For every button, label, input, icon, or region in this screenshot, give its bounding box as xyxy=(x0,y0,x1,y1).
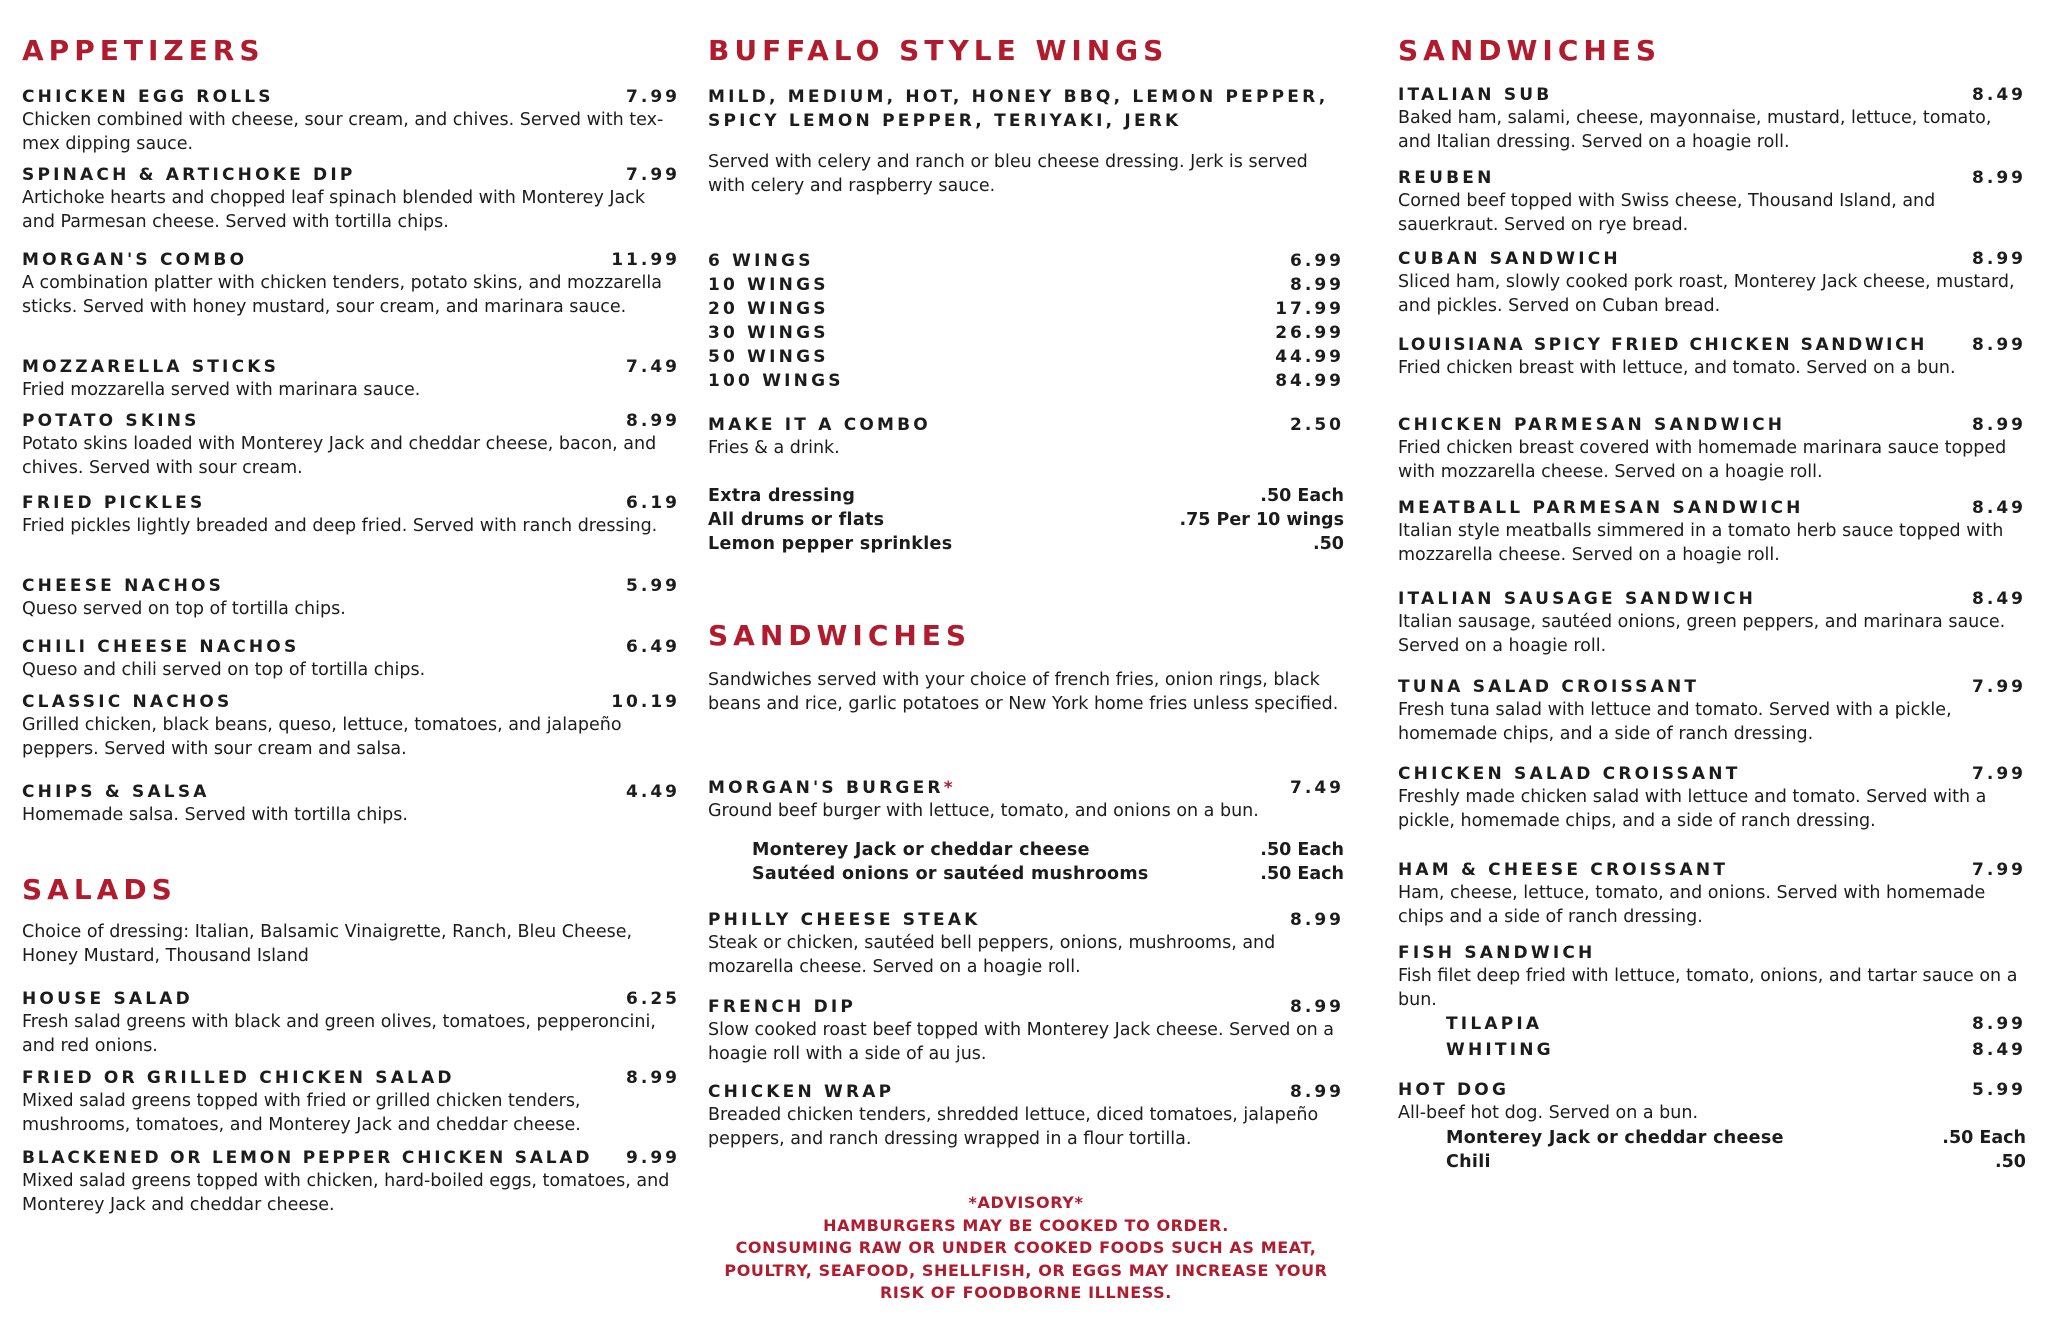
addon-name: Monterey Jack or cheddar cheese xyxy=(1446,1128,1784,1148)
addon-name: Monterey Jack or cheddar cheese xyxy=(752,840,1090,860)
item-name: REUBEN xyxy=(1398,168,1495,188)
menu-item xyxy=(22,491,680,539)
item-description: Mixed salad greens topped with chicken, hard-boiled eggs, tomatoes, and Monterey Jack and cheddar cheese. xyxy=(22,1171,670,1215)
item-name: CUBAN SANDWICH xyxy=(1398,249,1621,269)
item-description: A combination platter with chicken tenders, potato skins, and mozzarella sticks. Served with honey mustard, sour cream, and marinara sauce. xyxy=(22,273,662,317)
section-title-wings: BUFFALO STYLE WINGS xyxy=(708,34,1169,67)
item-name: CHILI CHEESE NACHOS xyxy=(22,637,300,657)
menu-item xyxy=(22,163,680,234)
extra-name: All drums or flats xyxy=(708,510,885,530)
item-price: 7.99 xyxy=(1972,764,2026,784)
item-description: Corned beef topped with Swiss cheese, Thousand Island, and sauerkraut. Served on rye bread. xyxy=(1398,191,1936,235)
item-name: 10 WINGS xyxy=(708,275,829,295)
item-name: HOT DOG xyxy=(1398,1080,1510,1100)
menu-item xyxy=(1398,496,2026,567)
item-name: FRIED OR GRILLED CHICKEN SALAD xyxy=(22,1068,455,1088)
extra-name: Lemon pepper sprinkles xyxy=(708,534,953,554)
wing-count-row xyxy=(708,321,1344,345)
menu-item-combo xyxy=(708,413,1344,461)
item-price: 7.99 xyxy=(626,87,680,107)
item-name: MEATBALL PARMESAN SANDWICH xyxy=(1398,498,1804,518)
item-name xyxy=(708,776,953,800)
menu-item-fish xyxy=(1398,941,2026,1012)
item-name: CHICKEN SALAD CROISSANT xyxy=(1398,764,1741,784)
item-price: 8.99 xyxy=(1972,168,2026,188)
addon-row xyxy=(1446,1150,2026,1174)
advisory-heading: *ADVISORY* xyxy=(968,1193,1084,1212)
addon-name: Sautéed onions or sautéed mushrooms xyxy=(752,864,1149,884)
menu-item xyxy=(22,248,680,319)
item-description: Chicken combined with cheese, sour cream, and chives. Served with tex-mex dipping sauce. xyxy=(22,110,664,154)
fish-option-row xyxy=(1446,1038,2026,1062)
item-name: CHICKEN PARMESAN SANDWICH xyxy=(1398,415,1786,435)
item-description: Italian style meatballs simmered in a tomato herb sauce topped with mozzarella cheese. Served on a hoagie roll. xyxy=(1398,521,2004,565)
menu-item xyxy=(22,635,680,683)
item-price: 8.99 xyxy=(1972,249,2026,269)
sandwiches-sides-note: Sandwiches served with your choice of french fries, onion rings, black beans and rice, garlic potatoes or New York home fries unless specified. xyxy=(708,670,1339,714)
menu-item xyxy=(1398,166,2026,237)
item-name: 50 WINGS xyxy=(708,347,829,367)
wing-count-row xyxy=(708,249,1344,273)
addon-price: .50 Each xyxy=(1260,864,1344,884)
option-name: TILAPIA xyxy=(1446,1014,1543,1034)
item-price: 9.99 xyxy=(626,1148,680,1168)
advisory-line: HAMBURGERS MAY BE COOKED TO ORDER. xyxy=(823,1215,1229,1235)
burger-addons xyxy=(752,838,1344,886)
extra-price: .75 Per 10 wings xyxy=(1179,510,1344,530)
wing-count-row xyxy=(708,369,1344,393)
item-price: 5.99 xyxy=(626,576,680,596)
item-description: Breaded chicken tenders, shredded lettuce, diced tomatoes, jalapeño peppers, and ranch dressing wrapped in a flour tortilla. xyxy=(708,1105,1319,1149)
section-title-sandwiches: SANDWICHES xyxy=(708,619,972,652)
item-name: CLASSIC NACHOS xyxy=(22,692,233,712)
menu-item xyxy=(22,409,680,480)
item-price: 8.99 xyxy=(1290,275,1344,295)
item-price: 8.99 xyxy=(1290,910,1344,930)
menu-item xyxy=(1398,247,2026,318)
item-price: 17.99 xyxy=(1275,299,1344,319)
addon-price: .50 Each xyxy=(1260,840,1344,860)
item-price: 8.99 xyxy=(1290,997,1344,1017)
item-description: Ham, cheese, lettuce, tomato, and onions. Served with homemade chips and a side of ranch dressing. xyxy=(1398,883,1986,927)
extra-name: Extra dressing xyxy=(708,486,856,506)
section-title-sandwiches-right: SANDWICHES xyxy=(1398,34,1662,67)
hotdog-addons xyxy=(1446,1126,2026,1174)
item-name: 6 WINGS xyxy=(708,251,814,271)
item-price: 6.25 xyxy=(626,989,680,1009)
item-description: All-beef hot dog. Served on a bun. xyxy=(1398,1103,1699,1123)
item-description: Sliced ham, slowly cooked pork roast, Monterey Jack cheese, mustard, and pickles. Served on Cuban bread. xyxy=(1398,272,2015,316)
item-price: 8.99 xyxy=(1972,335,2026,355)
menu-item xyxy=(22,690,680,761)
item-description: Fried pickles lightly breaded and deep fried. Served with ranch dressing. xyxy=(22,516,658,536)
item-name: MAKE IT A COMBO xyxy=(708,415,931,435)
item-price: 8.99 xyxy=(1972,415,2026,435)
addon-price: .50 xyxy=(1994,1152,2026,1172)
item-description: Fried mozzarella served with marinara sauce. xyxy=(22,380,421,400)
salads-dressing-note: Choice of dressing: Italian, Balsamic Vinaigrette, Ranch, Bleu Cheese, Honey Mustard, Thousand Island xyxy=(22,922,633,966)
item-price: 6.99 xyxy=(1290,251,1344,271)
item-name: MOZZARELLA STICKS xyxy=(22,357,280,377)
item-price: 4.49 xyxy=(626,782,680,802)
menu-item xyxy=(22,85,680,156)
menu-item xyxy=(22,987,680,1058)
menu-item xyxy=(1398,333,2026,381)
item-price: 6.19 xyxy=(626,493,680,513)
item-name: FRENCH DIP xyxy=(708,997,857,1017)
wing-extras xyxy=(708,484,1344,556)
menu-item xyxy=(22,574,680,622)
item-description: Homemade salsa. Served with tortilla chips. xyxy=(22,805,408,825)
item-price: 8.99 xyxy=(626,1068,680,1088)
menu-item xyxy=(1398,762,2026,833)
item-price: 7.99 xyxy=(1972,860,2026,880)
item-name: BLACKENED OR LEMON PEPPER CHICKEN SALAD xyxy=(22,1148,593,1168)
item-description: Mixed salad greens topped with fried or grilled chicken tenders, mushrooms, tomatoes, and Monterey Jack and cheddar cheese. xyxy=(22,1091,581,1135)
item-description: Steak or chicken, sautéed bell peppers, onions, mushrooms, and mozarella cheese. Served on a hoagie roll. xyxy=(708,933,1276,977)
addon-row xyxy=(752,838,1344,862)
item-name: 20 WINGS xyxy=(708,299,829,319)
fish-options xyxy=(1446,1012,2026,1062)
wing-count-row xyxy=(708,345,1344,369)
wing-count-row xyxy=(708,297,1344,321)
item-description: Queso and chili served on top of tortilla chips. xyxy=(22,660,426,680)
wing-flavors: MILD, MEDIUM, HOT, HONEY BBQ, LEMON PEPPER, SPICY LEMON PEPPER, TERIYAKI, JERK xyxy=(708,87,1329,131)
extra-row xyxy=(708,508,1344,532)
menu-item xyxy=(1398,675,2026,746)
item-name: SPINACH & ARTICHOKE DIP xyxy=(22,165,356,185)
menu-item-burger xyxy=(708,776,1344,824)
addon-row xyxy=(1446,1126,2026,1150)
menu-item xyxy=(1398,83,2026,154)
item-description: Fresh salad greens with black and green olives, tomatoes, pepperoncini, and red onions. xyxy=(22,1012,656,1056)
item-price: 7.49 xyxy=(1290,778,1344,798)
extra-price: .50 xyxy=(1312,534,1344,554)
item-price: 11.99 xyxy=(611,250,680,270)
item-price: 84.99 xyxy=(1275,371,1344,391)
addon-row xyxy=(752,862,1344,886)
item-description: Ground beef burger with lettuce, tomato, and onions on a bun. xyxy=(708,801,1259,821)
addon-price: .50 Each xyxy=(1942,1128,2026,1148)
wing-count-list xyxy=(708,249,1344,393)
menu-item xyxy=(1398,413,2026,484)
item-name: POTATO SKINS xyxy=(22,411,200,431)
item-description: Fried chicken breast with lettuce, and tomato. Served on a bun. xyxy=(1398,358,1956,378)
item-name: FISH SANDWICH xyxy=(1398,943,1596,963)
addon-name: Chili xyxy=(1446,1152,1491,1172)
item-name: ITALIAN SAUSAGE SANDWICH xyxy=(1398,589,1757,609)
item-name: MORGAN'S COMBO xyxy=(22,250,248,270)
item-price: 6.49 xyxy=(626,637,680,657)
menu-item xyxy=(1398,858,2026,929)
item-description: Fried chicken breast covered with homemade marinara sauce topped with mozzarella cheese. Served on a hoagie roll. xyxy=(1398,438,2007,482)
item-name: CHEESE NACHOS xyxy=(22,576,225,596)
item-name: CHIPS & SALSA xyxy=(22,782,210,802)
item-description: Fries & a drink. xyxy=(708,438,840,458)
item-name: CHICKEN EGG ROLLS xyxy=(22,87,274,107)
menu-item xyxy=(22,780,680,828)
advisory-line: CONSUMING RAW OR UNDER COOKED FOODS SUCH AS MEAT, POULTRY, SEAFOOD, SHELLFISH, OR EGGS MAY INCREASE YOUR RISK OF FOODBORNE ILLNESS. xyxy=(724,1238,1328,1302)
item-price: 8.49 xyxy=(1972,498,2026,518)
menu-item xyxy=(708,995,1344,1066)
item-description: Fresh tuna salad with lettuce and tomato. Served with a pickle, homemade chips, and a side of ranch dressing. xyxy=(1398,700,1952,744)
option-price: 8.99 xyxy=(1972,1014,2026,1034)
item-description: Slow cooked roast beef topped with Monterey Jack cheese. Served on a hoagie roll with a side of au jus. xyxy=(708,1020,1335,1064)
item-name: LOUISIANA SPICY FRIED CHICKEN SANDWICH xyxy=(1398,335,1927,355)
option-price: 8.49 xyxy=(1972,1040,2026,1060)
wing-count-row xyxy=(708,273,1344,297)
item-price: 7.99 xyxy=(626,165,680,185)
item-price: 8.49 xyxy=(1972,589,2026,609)
menu-item xyxy=(22,1146,680,1217)
item-description: Freshly made chicken salad with lettuce and tomato. Served with a pickle, homemade chips, and a side of ranch dressing. xyxy=(1398,787,1987,831)
item-description: Baked ham, salami, cheese, mayonnaise, mustard, lettuce, tomato, and Italian dressing. Served on a hoagie roll. xyxy=(1398,108,1992,152)
fish-option-row xyxy=(1446,1012,2026,1036)
item-price: 26.99 xyxy=(1275,323,1344,343)
wings-served-note: Served with celery and ranch or bleu cheese dressing. Jerk is served with celery and raspberry sauce. xyxy=(708,152,1308,196)
item-name: HOUSE SALAD xyxy=(22,989,193,1009)
extra-price: .50 Each xyxy=(1260,486,1344,506)
item-name: 30 WINGS xyxy=(708,323,829,343)
extra-row xyxy=(708,532,1344,556)
menu-item xyxy=(708,1080,1344,1151)
item-name: CHICKEN WRAP xyxy=(708,1082,895,1102)
health-advisory xyxy=(708,1192,1344,1305)
menu-item xyxy=(708,908,1344,979)
item-price: 7.49 xyxy=(626,357,680,377)
burger-name: MORGAN'S BURGER xyxy=(708,778,944,798)
item-price: 8.49 xyxy=(1972,85,2026,105)
item-price: 8.99 xyxy=(626,411,680,431)
section-title-salads: SALADS xyxy=(22,873,177,906)
item-price: 5.99 xyxy=(1972,1080,2026,1100)
item-description: Artichoke hearts and chopped leaf spinach blended with Monterey Jack and Parmesan cheese. Served with tortilla chips. xyxy=(22,188,646,232)
menu-item-hotdog xyxy=(1398,1078,2026,1126)
item-name: PHILLY CHEESE STEAK xyxy=(708,910,981,930)
advisory-star: * xyxy=(943,778,953,798)
menu-item xyxy=(22,1066,680,1137)
menu-item xyxy=(1398,587,2026,658)
item-price: 44.99 xyxy=(1275,347,1344,367)
extra-row xyxy=(708,484,1344,508)
item-name: FRIED PICKLES xyxy=(22,493,206,513)
item-name: 100 WINGS xyxy=(708,371,844,391)
item-name: ITALIAN SUB xyxy=(1398,85,1553,105)
section-title-appetizers: APPETIZERS xyxy=(22,34,265,67)
item-description: Grilled chicken, black beans, queso, lettuce, tomatoes, and jalapeño peppers. Served with sour cream and salsa. xyxy=(22,715,622,759)
item-price: 10.19 xyxy=(611,692,680,712)
menu-item xyxy=(22,355,680,403)
item-description: Fish filet deep fried with lettuce, tomato, onions, and tartar sauce on a bun. xyxy=(1398,966,2018,1010)
item-name: HAM & CHEESE CROISSANT xyxy=(1398,860,1729,880)
option-name: WHITING xyxy=(1446,1040,1554,1060)
item-description: Italian sausage, sautéed onions, green peppers, and marinara sauce. Served on a hoagie roll. xyxy=(1398,612,2006,656)
item-description: Queso served on top of tortilla chips. xyxy=(22,599,346,619)
item-name: TUNA SALAD CROISSANT xyxy=(1398,677,1700,697)
item-price: 8.99 xyxy=(1290,1082,1344,1102)
item-price: 7.99 xyxy=(1972,677,2026,697)
item-description: Potato skins loaded with Monterey Jack and cheddar cheese, bacon, and chives. Served with sour cream. xyxy=(22,434,657,478)
item-price: 2.50 xyxy=(1290,415,1344,435)
